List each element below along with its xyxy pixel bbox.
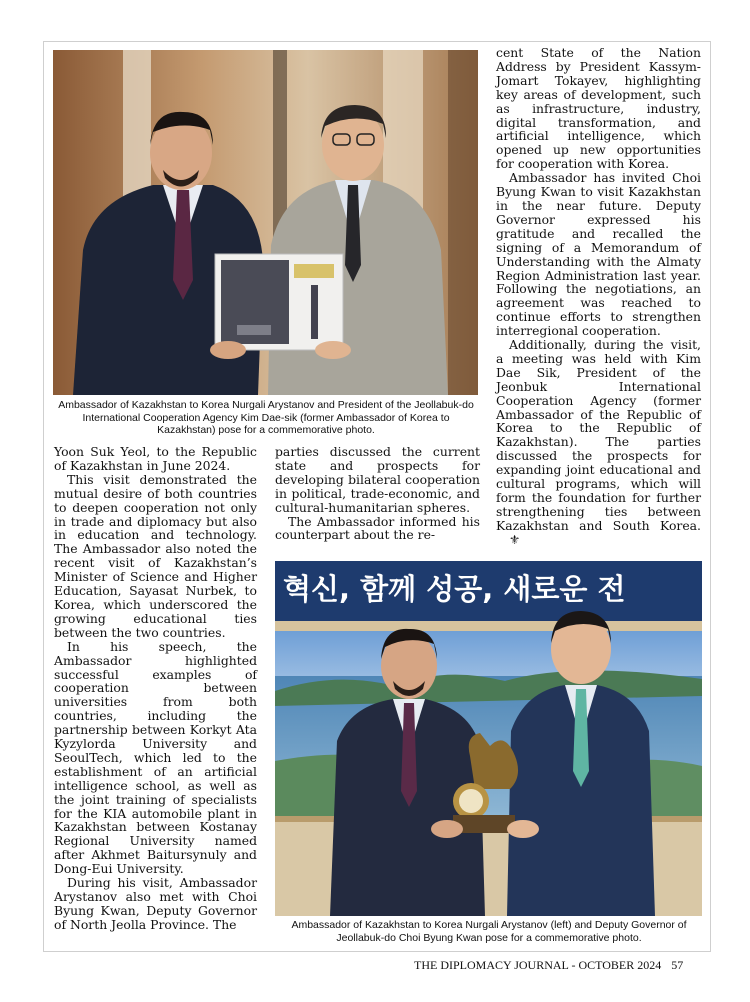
- journal-issue-label: THE DIPLOMACY JOURNAL - OCTOBER 2024: [414, 958, 662, 972]
- page-footer: [414, 958, 683, 973]
- photo-2-illustration: [275, 561, 702, 916]
- article-column-1: [54, 445, 257, 932]
- fleur-de-lis-end-icon: ⚜: [509, 531, 521, 547]
- photo-ambassador-and-choi-byung-kwan: [275, 561, 702, 916]
- column-1-paragraph: During his visit, Ambassador Arystanov also met with Choi Byung Kwan, Deputy Governor of North Jeolla Province. The: [54, 875, 257, 932]
- column-3-closing-text: Additionally, during the visit, a meeting was held with Kim Dae Sik, President of the Jeonbuk International Cooperation Agency (former Ambassador of the Republic of Korea to the Republic of Kazakhstan). The parties discussed the prospects for expanding joint educational and cultural programs, which will form the foundation for further strengthening ties between Kazakhstan and South Korea.: [496, 337, 701, 533]
- column-1-paragraph: In his speech, the Ambassador highlighted successful examples of cooperation between universities from both countries, including the partnership between Korkyt Ata Kyzylorda University and SeoulTech, which led to the establishment of an artificial intelligence school, as well as the joint training of specialists for the KIA automobile plant in Kazakhstan between Kostanay Regional University named after Akhmet Baitursynuly and Dong-Eui University.: [54, 638, 257, 877]
- photo-2-banner-text: 혁신, 함께 성공, 새로운 전: [283, 572, 626, 606]
- page-number: 57: [671, 958, 684, 972]
- column-2-paragraph: parties discussed the current state and prospects for developing bilateral cooperation in political, trade-economic, and cultural-humanitarian spheres.: [275, 444, 480, 515]
- article-column-3: [496, 46, 701, 547]
- column-3-paragraph: [496, 338, 701, 547]
- article-column-2: [275, 445, 480, 542]
- photo-1-illustration: [53, 50, 478, 395]
- column-1-paragraph: This visit demonstrated the mutual desire of both countries to deepen cooperation not only in trade and diplomacy but also in education and technology. The Ambassador also noted the recent visit of Kazakhstan’s Minister of Science and Higher Education, Sayasat Nurbek, to Korea, which underscored the growing educational ties between the two countries.: [54, 471, 257, 640]
- column-3-paragraph: Ambassador has invited Choi Byung Kwan to visit Kazakhstan in the near future. Deputy Governor expressed his gratitude and recalled the signing of a Memorandum of Understanding with the Almaty Region Administration last year. Following the negotiations, an agreement was reached to continue efforts to strengthen interregional cooperation.: [496, 170, 701, 339]
- photo-2-caption: Ambassador of Kazakhstan to Korea Nurgali Arystanov (left) and Deputy Governor of Jeollabuk-do Choi Byung Kwan pose for a commemorative photo.: [291, 919, 687, 944]
- photo-1-caption: Ambassador of Kazakhstan to Korea Nurgali Arystanov and President of the Jeollabuk-do International Cooperation Agency Kim Dae-sik (former Ambassador of Korea to Kazakhstan) pose for a commemorative photo.: [58, 399, 474, 436]
- column-2-paragraph: The Ambassador informed his counterpart about the re-: [275, 513, 480, 543]
- column-1-paragraph: Yoon Suk Yeol, to the Republic of Kazakhstan in June 2024.: [54, 444, 257, 473]
- column-3-paragraph: cent State of the Nation Address by President Kassym-Jomart Tokayev, highlighting key areas of development, such as infrastructure, industry, digital transformation, and artificial intelligence, which opened up new opportunities for cooperation with Korea.: [496, 45, 701, 172]
- photo-ambassador-and-kim-dae-sik: [53, 50, 478, 395]
